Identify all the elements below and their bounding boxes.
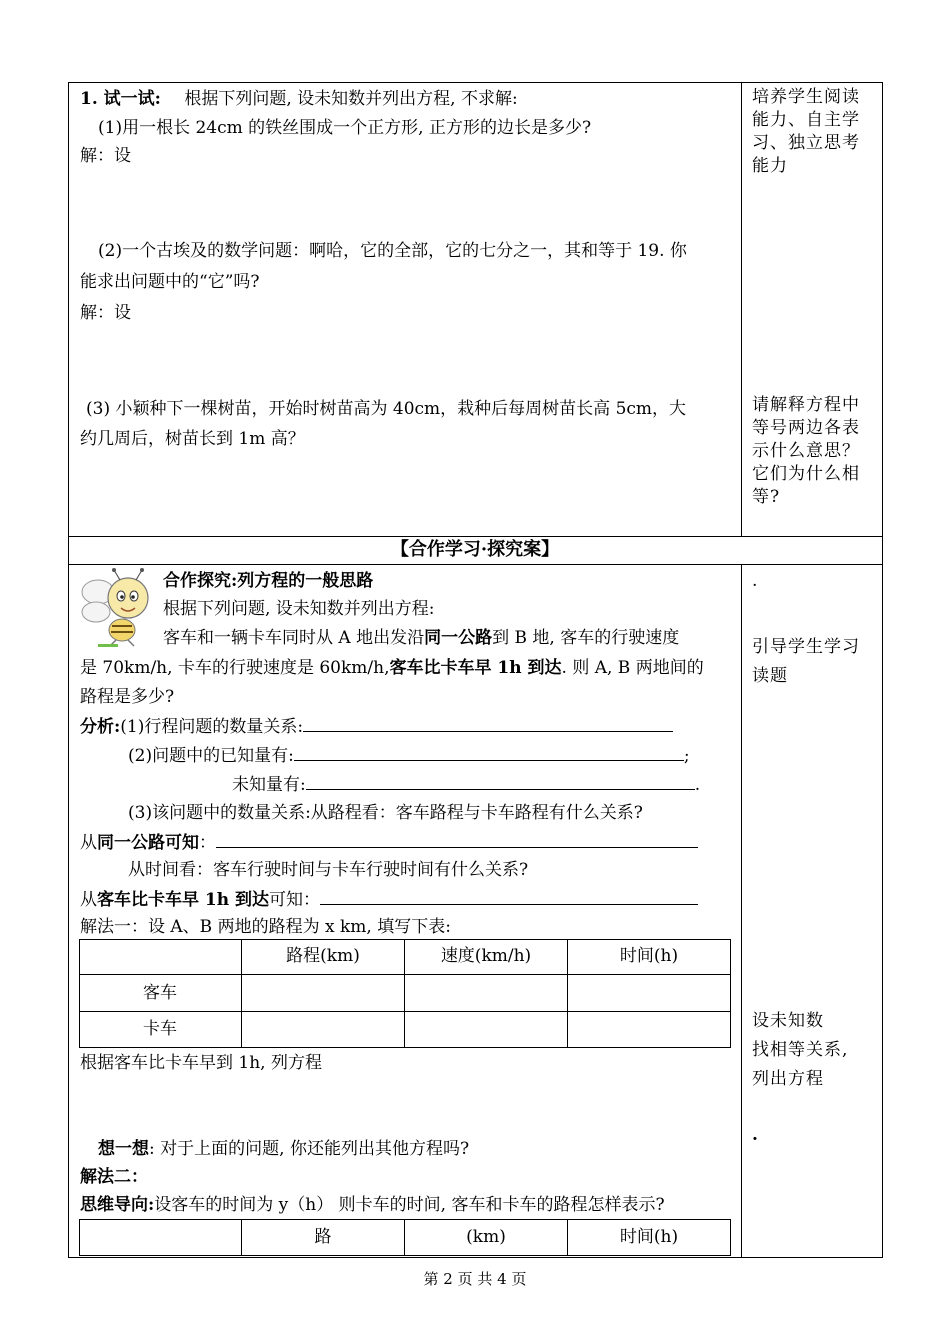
table-2-header-time: 时间(h) [619,1227,679,1247]
question-1-answer: 解：设 [80,146,131,166]
question-3-line-1: (3) 小颖种下一棵树苗，开始时树苗高为 40cm，栽种后每周树苗长高 5cm，大 [86,399,687,419]
side-note-dot-2: . [752,1125,759,1145]
think-line [98,1138,469,1160]
problem-line-1-c: 到 B 地, 客车的行驶速度 [492,628,680,648]
table-2 [79,1219,731,1257]
question-2-answer: 解：设 [80,303,131,323]
problem-same-road: 同一公路 [424,628,493,648]
from-same-road-c: ： [199,833,216,853]
unknown-quantities-blank[interactable] [306,773,695,790]
analysis-1 [80,715,673,738]
problem-early-arrival: 客车比卡车早 1h 到达 [389,658,562,678]
think-text: : 对于上面的问题, 你还能列出其他方程吗? [149,1139,470,1159]
from-time: 从时间看：客车行驶时间与卡车行驶时间有什么关系? [128,860,529,880]
page-footer: 第 2 页 共 4 页 [423,1270,527,1288]
side-note-guide-reading: 引导学生学习读题 [752,637,860,686]
side-note-dot-1: . [752,571,759,591]
from-same-road-b: 同一公路可知 [97,833,199,853]
table-2-header-km: (km) [466,1227,506,1247]
practice-heading-label: 1. 试一试: [80,89,161,109]
column-divider-bottom [741,564,742,1258]
table-1-row-bus-label: 客车 [143,983,177,1003]
analysis-unknown-text: 未知量有: [232,775,306,795]
outer-top-border [68,82,883,83]
problem-line-1 [163,627,679,649]
side-note-steps-2: 找相等关系, [752,1040,849,1060]
problem-line-3: 路程是多少? [80,687,175,707]
practice-heading-text: 根据下列问题, 设未知数并列出方程, 不求解: [184,89,518,109]
analysis-2-end: ; [683,746,690,766]
question-3-line-2: 约几周后，树苗长到 1m 高？ [80,429,305,449]
early-arrival-blank[interactable] [320,888,698,905]
analysis-label: 分析: [80,717,121,737]
table-1 [79,939,731,1048]
outer-bottom-border [68,1257,883,1258]
cooperative-title: 合作探究:列方程的一般思路 [163,571,374,591]
problem-line-2 [80,657,704,679]
table-2-header-distance: 路 [314,1227,332,1247]
problem-line-1-a: 客车和一辆卡车同时从 A 地出发沿 [163,628,425,648]
side-note-steps-1: 设未知数 [752,1011,824,1031]
problem-line-2-c: . 则 A, B 两地间的 [561,658,704,678]
question-2-line-2: 能求出问题中的“它”吗? [80,272,260,292]
table-1-header-speed: 速度(km/h) [440,946,532,966]
section-title-bottom-border [68,564,883,565]
from-early-a: 从 [80,890,97,910]
analysis-1-text: (1)行程问题的数量关系: [120,717,304,737]
known-quantities-blank[interactable] [294,744,684,761]
from-same-road [80,831,698,854]
guide-text: 设客车的时间为 y（h） 则卡车的时间, 客车和卡车的路程怎样表示? [154,1195,665,1215]
side-note-steps-3: 列出方程 [752,1069,824,1089]
question-1: (1)用一根长 24cm 的铁丝围成一个正方形, 正方形的边长是多少? [98,118,592,138]
outer-right-border [882,82,883,1258]
table-1-header-time: 时间(h) [619,946,679,966]
from-early [80,888,698,911]
from-same-road-a: 从 [80,833,97,853]
analysis-unknown-end: . [694,775,701,795]
column-divider-top [741,82,742,537]
bee-mascot-icon [76,568,160,650]
analysis-2-text: (2)问题中的已知量有: [128,746,294,766]
side-note-reading-ability: 培养学生阅读能力、自主学习、独立思考能力 [752,87,860,176]
table-1-header-distance: 路程(km) [286,946,360,966]
analysis-2 [128,744,690,767]
from-early-c: 可知： [269,890,321,910]
section-title-top-border [68,536,883,537]
think-label: 想一想 [98,1139,149,1159]
from-early-b: 客车比卡车早 1h 到达 [97,890,270,910]
method-2-label: 解法二： [80,1167,148,1187]
guide-line [80,1194,665,1216]
instruction: 根据下列问题, 设未知数并列出方程: [163,599,435,619]
analysis-1-blank[interactable] [303,715,673,732]
equation-prompt: 根据客车比卡车早到 1h, 列方程 [80,1053,322,1073]
method-1: 解法一：设 A、B 两地的路程为 x km, 填写下表: [80,917,451,937]
analysis-3: (3)该问题中的数量关系:从路程看：客车路程与卡车路程有什么关系? [128,803,643,823]
same-road-blank[interactable] [216,831,698,848]
outer-left-border [68,82,69,1258]
practice-heading [80,88,518,110]
analysis-unknown [232,773,700,796]
question-2-line-1: (2)一个古埃及的数学问题：啊哈，它的全部，它的七分之一，其和等于 19. 你 [98,241,687,261]
problem-line-2-a: 是 70km/h, 卡车的行驶速度是 60km/h, [80,658,390,678]
section-title: 【合作学习·探究案】 [390,539,560,560]
table-1-row-truck-label: 卡车 [143,1019,177,1039]
guide-label: 思维导向: [80,1195,155,1215]
side-note-explain-equation: 请解释方程中等号两边各表示什么意思？它们为什么相等? [752,395,860,507]
